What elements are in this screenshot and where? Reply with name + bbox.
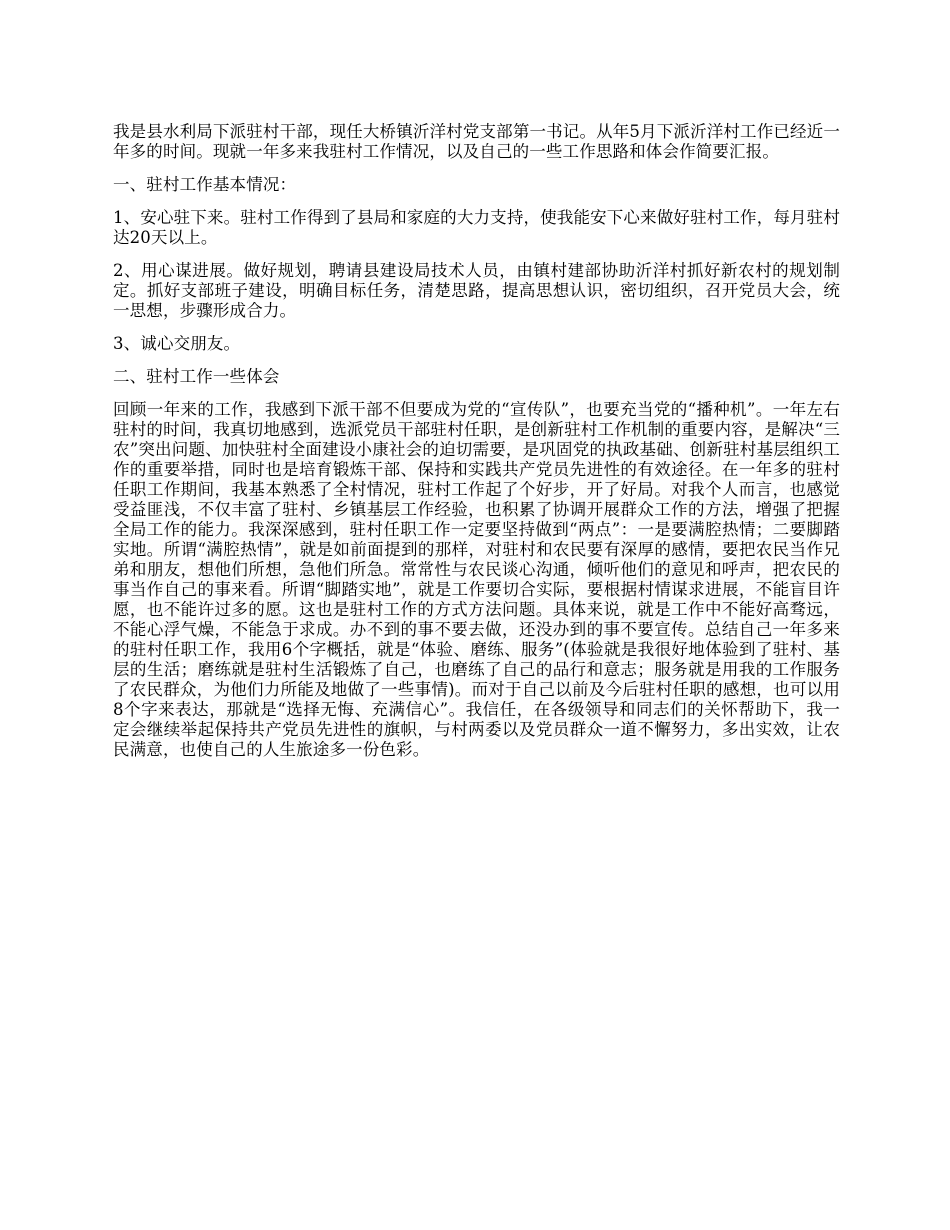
experience-paragraph: 回顾一年来的工作，我感到下派干部不但要成为党的“宣传队”，也要充当党的“播种机”。一年左右驻村的时间，我真切地感到，选派党员干部驻村任职，是创新驻村工作机制的重要内容，是解决“三农”突出问题、加快驻村全面建设小康社会的迫切需要，是巩固党的执政基础、创新驻村基层组织工作的重要举措，同时也是培育锻炼干部、保持和实践共产党员先进性的有效途径。在一年多的驻村任职工作期间，我基本熟悉了全村情况，驻村工作起了个好步，开了好局。对我个人而言，也感觉受益匪浅，不仅丰富了驻村、乡镇基层工作经验，也积累了协调开展群众工作的方法，增强了把握全局工作的能力。我深深感到，驻村任职工作一定要坚持做到“两点”：一是要满腔热情；二要脚踏实地。所谓“满腔热情”，就是如前面提到的那样，对驻村和农民要有深厚的感情，要把农民当作兄弟和朋友，想他们所想，急他们所急。常常性与农民谈心沟通，倾听他们的意见和呼声，把农民的事当作自己的事来看。所谓“脚踏实地”，就是工作要切合实际，要根据村情谋求进展，不能盲目许愿，也不能许过多的愿。这也是驻村工作的方式方法问题。具体来说，就是工作中不能好高骛远，不能心浮气燥，不能急于求成。办不到的事不要去做，还没办到的事不要宣传。总结自己一年多来的驻村任职工作，我用6个字概括，就是“体验、磨练、服务”(体验就是我很好地体验到了驻村、基层的生活；磨练就是驻村生活锻炼了自己，也磨练了自己的品行和意志；服务就是用我的工作服务了农民群众，为他们力所能及地做了一些事情)。而对于自己以前及今后驻村任职的感想，也可以用8个字来表达，那就是“选择无悔、充满信心”。我信任，在各级领导和同志们的关怀帮助下，我一定会继续举起保持共产党员先进性的旗帜，与村两委以及党员群众一道不懈努力，多出实效，让农民满意，也使自己的人生旅途多一份色彩。 (113, 400, 840, 759)
section-heading-basic-situation: 一、驻村工作基本情况： (113, 175, 297, 194)
item-paragraph-2: 2、用心谋进展。做好规划，聘请县建设局技术人员，由镇村建部协助沂洋村抓好新农村的规划制定。抓好支部班子建设，明确目标任务，清楚思路，提高思想认识，密切组织，召开党员大会，统一思想，步骤形成合力。 (113, 261, 840, 320)
item-paragraph-1: 1、安心驻下来。驻村工作得到了县局和家庭的大力支持，使我能安下心来做好驻村工作，每月驻村达20天以上。 (113, 208, 840, 247)
item-paragraph-3: 3、诚心交朋友。 (113, 334, 241, 353)
section-heading-experience: 二、驻村工作一些体会 (113, 367, 280, 386)
intro-paragraph: 我是县水利局下派驻村干部，现任大桥镇沂洋村党支部第一书记。从年5月下派沂洋村工作已经近一年多的时间。现就一年多来我驻村工作情况，以及自己的一些工作思路和体会作简要汇报。 (113, 122, 840, 161)
document-body (113, 122, 840, 773)
